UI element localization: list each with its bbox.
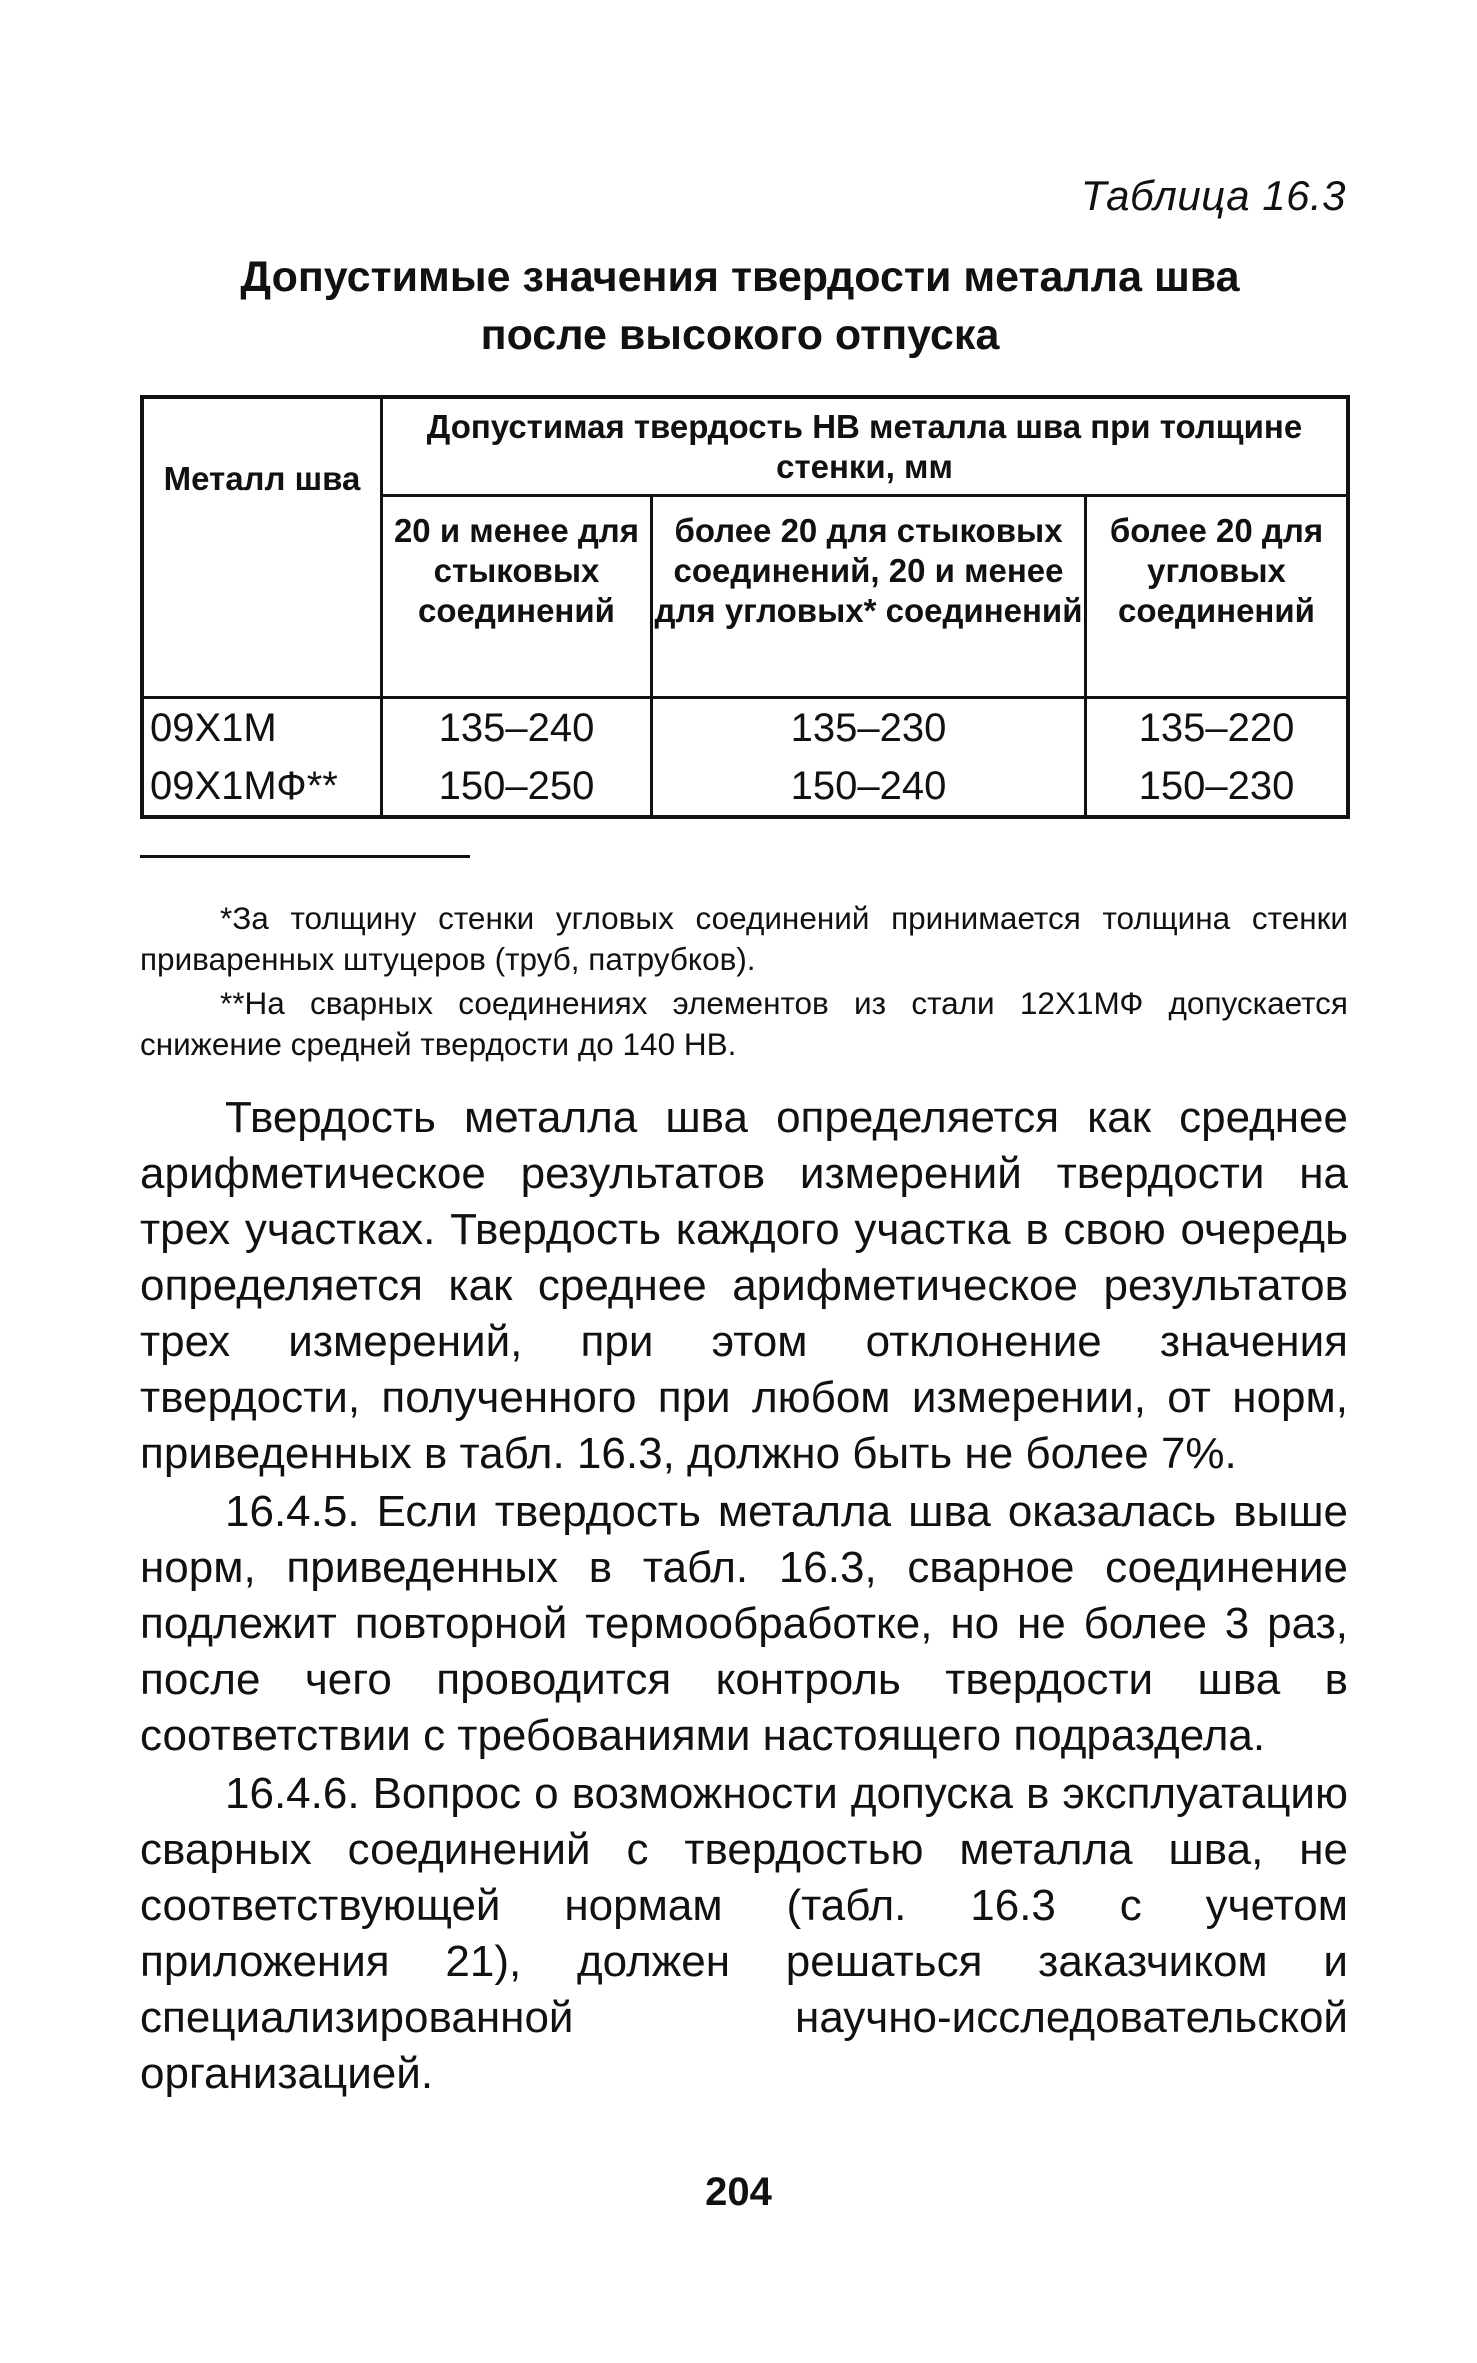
footnote-1: *За толщину стенки угловых соединений принимается толщина стенки приваренных штуцеров (труб, патрубков). xyxy=(140,900,1348,977)
row-value: 150–250 xyxy=(382,757,652,817)
body-text xyxy=(140,1090,1348,2104)
row-value: 150–240 xyxy=(652,757,1086,817)
table-title-line-2: после высокого отпуска xyxy=(480,311,1000,359)
row-value: 150–230 xyxy=(1086,757,1349,817)
footnote-divider xyxy=(140,855,470,858)
header-group: Допустимая твердость НВ металла шва при толщине стенки, мм xyxy=(382,397,1349,496)
paragraph: 16.4.5. Если твердость металла шва оказалась выше норм, приведенных в табл. 16.3, сварное соединение подлежит повторной термообработке, но не более 3 раз, после чего проводится контроль твердости шва в соответствии с требованиями настоящего подраздела. xyxy=(140,1487,1348,1760)
footnote-2: **На сварных соединениях элементов из стали 12Х1МФ допускается снижение средней твердости до 140 НВ. xyxy=(140,985,1348,1062)
page-number: 204 xyxy=(705,2170,772,2214)
table-title-line-1: Допустимые значения твердости металла шва xyxy=(240,253,1240,301)
table-label: Таблица 16.3 xyxy=(1080,172,1346,219)
row-value: 135–240 xyxy=(382,698,652,758)
row-metal: 09Х1М xyxy=(142,698,382,758)
row-metal: 09Х1МФ** xyxy=(142,757,382,817)
row-value: 135–230 xyxy=(652,698,1086,758)
table-header-row xyxy=(142,397,1348,496)
paragraph: Твердость металла шва определяется как среднее арифметическое результатов измерений твердости на трех участках. Твердость каждого участка в свою очередь определяется как среднее арифметическое результатов трех измерений, при этом отклонение значения твердости, полученного при любом измерении, от норм, приведенных в табл. 16.3, должно быть не более 7%. xyxy=(140,1093,1348,1478)
table-title xyxy=(200,248,1280,364)
hardness-table xyxy=(140,395,1350,819)
table-row xyxy=(142,757,1348,817)
header-metal: Металл шва xyxy=(142,397,382,698)
subheader-col-1: 20 и менее для стыковых соединений xyxy=(382,496,652,698)
subheader-col-3: более 20 для угловых соединений xyxy=(1086,496,1349,698)
row-value: 135–220 xyxy=(1086,698,1349,758)
table-row xyxy=(142,698,1348,758)
subheader-col-2: более 20 для стыковых соединений, 20 и менее для угловых* соединений xyxy=(652,496,1086,698)
paragraph: 16.4.6. Вопрос о возможности допуска в эксплуатацию сварных соединений с твердостью металла шва, не соответствующей нормам (табл. 16.3 с учетом приложения 21), должен решаться заказчиком и специализированной научно-исследовательской организацией. xyxy=(140,1769,1348,2098)
